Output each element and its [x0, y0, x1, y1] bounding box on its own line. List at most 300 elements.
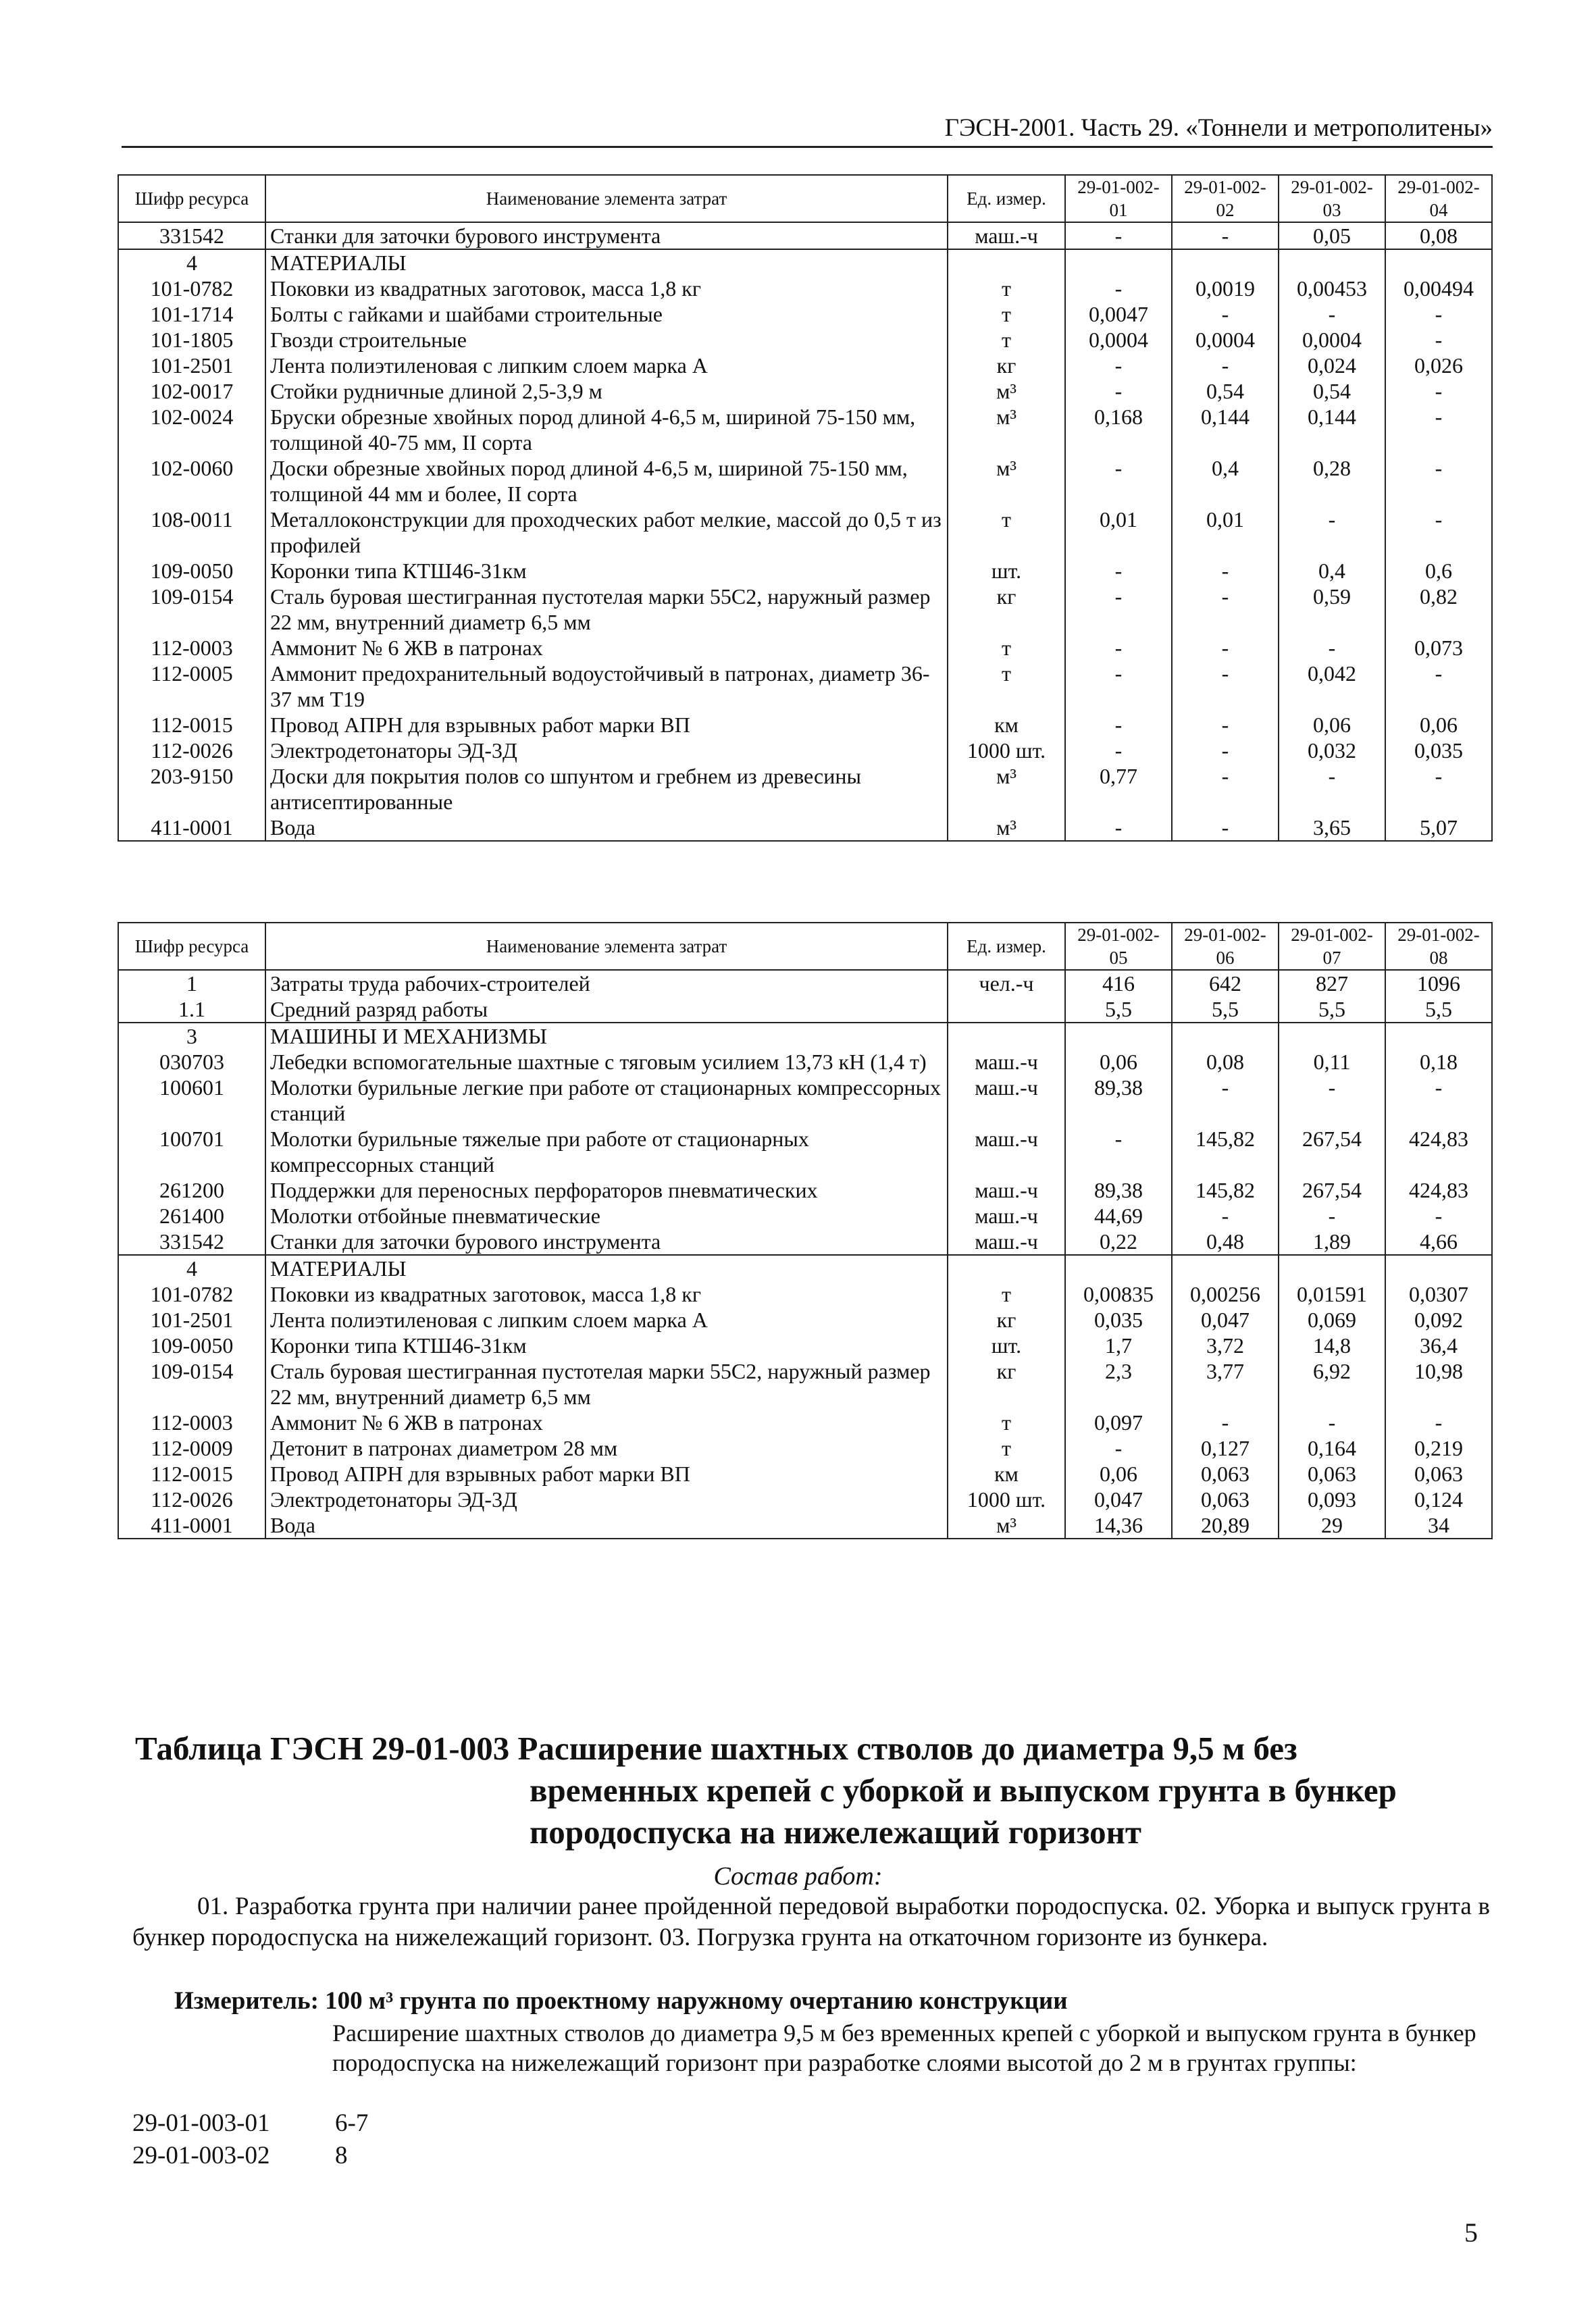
unit: шт.	[948, 558, 1065, 584]
unit: маш.-ч	[948, 1049, 1065, 1075]
resource-name: Молотки отбойные пневматические	[265, 1203, 948, 1229]
unit: м³	[948, 815, 1065, 841]
norm-value: 5,5	[1279, 996, 1385, 1023]
norm-value: -	[1065, 222, 1172, 249]
norm-value: 0,59	[1279, 584, 1385, 635]
table-row	[118, 1512, 1492, 1539]
unit: кг	[948, 1307, 1065, 1333]
norm-value: -	[1279, 1203, 1385, 1229]
table-row	[118, 327, 1492, 353]
norm-value: -	[1279, 507, 1385, 558]
norm-value	[1065, 1255, 1172, 1281]
norm-value: 0,127	[1172, 1435, 1279, 1461]
column-header: 29-01-002-08	[1385, 923, 1492, 970]
norm-value: -	[1385, 507, 1492, 558]
norm-value: 0,168	[1065, 404, 1172, 455]
norm-value: 89,38	[1065, 1075, 1172, 1126]
resource-code: 4	[118, 249, 265, 276]
resource-name: Вода	[265, 815, 948, 841]
table-row	[118, 1461, 1492, 1487]
table-row	[118, 507, 1492, 558]
resource-name: Поковки из квадратных заготовок, масса 1,8 кг	[265, 1281, 948, 1307]
norm-value: 0,0004	[1279, 327, 1385, 353]
table-row	[118, 1229, 1492, 1255]
norm-value: 0,6	[1385, 558, 1492, 584]
table-row	[118, 455, 1492, 507]
resource-name: Бруски обрезные хвойных пород длиной 4-6,5 м, шириной 75-150 мм, толщиной 40-75 мм, II сорта	[265, 404, 948, 455]
resource-name: Металлоконструкции для проходческих работ мелкие, массой до 0,5 т из профилей	[265, 507, 948, 558]
norm-value: 0,047	[1172, 1307, 1279, 1333]
norm-value: 0,0004	[1065, 327, 1172, 353]
norm-value: 0,00256	[1172, 1281, 1279, 1307]
norm-value: 34	[1385, 1512, 1492, 1539]
unit: т	[948, 661, 1065, 712]
norm-value: 14,8	[1279, 1333, 1385, 1358]
resource-code: 109-0050	[118, 1333, 265, 1358]
resource-code: 331542	[118, 1229, 265, 1255]
column-header: 29-01-002-04	[1385, 175, 1492, 222]
table-row	[118, 1333, 1492, 1358]
norm-value: 0,01	[1172, 507, 1279, 558]
norm-value: 424,83	[1385, 1177, 1492, 1203]
unit: м³	[948, 455, 1065, 507]
resource-name: Электродетонаторы ЭД-3Д	[265, 738, 948, 763]
resource-name: Поддержки для переносных перфораторов пневматических	[265, 1177, 948, 1203]
resource-code: 101-0782	[118, 1281, 265, 1307]
norm-value: -	[1065, 661, 1172, 712]
norm-value: -	[1172, 1075, 1279, 1126]
norm-value: 267,54	[1279, 1126, 1385, 1177]
norm-value: 0,05	[1279, 222, 1385, 249]
norm-value: 0,22	[1065, 1229, 1172, 1255]
table-row	[118, 970, 1492, 996]
norm-value: -	[1385, 378, 1492, 404]
resource-code: 101-1805	[118, 327, 265, 353]
resource-name: Аммонит предохранительный водоустойчивый в патронах, диаметр 36-37 мм Т19	[265, 661, 948, 712]
table-row	[118, 1281, 1492, 1307]
norm-value	[1385, 1023, 1492, 1049]
resource-code: 112-0015	[118, 712, 265, 738]
unit: т	[948, 276, 1065, 301]
resource-code: 101-1714	[118, 301, 265, 327]
norm-value: 0,026	[1385, 353, 1492, 378]
resource-code: 030703	[118, 1049, 265, 1075]
norm-group: 6-7	[335, 2109, 369, 2137]
unit: т	[948, 1281, 1065, 1307]
table-row	[118, 1177, 1492, 1203]
norm-value: 416	[1065, 970, 1172, 996]
unit: чел.-ч	[948, 970, 1065, 996]
norm-value: -	[1065, 276, 1172, 301]
unit: маш.-ч	[948, 1075, 1065, 1126]
norm-value: -	[1172, 738, 1279, 763]
resource-code: 203-9150	[118, 763, 265, 815]
resource-code: 101-0782	[118, 276, 265, 301]
norm-value: -	[1065, 353, 1172, 378]
unit: кг	[948, 353, 1065, 378]
norm-code: 29-01-003-02	[132, 2142, 270, 2169]
column-header: Шифр ресурса	[118, 175, 265, 222]
resource-name: Станки для заточки бурового инструмента	[265, 222, 948, 249]
table-row	[118, 1255, 1492, 1281]
column-header: 29-01-002-07	[1279, 923, 1385, 970]
page-number: 5	[1464, 2217, 1478, 2248]
unit: м³	[948, 378, 1065, 404]
norm-value: -	[1172, 635, 1279, 661]
norm-value: 0,073	[1385, 635, 1492, 661]
norm-value: -	[1065, 1435, 1172, 1461]
norm-value: 6,92	[1279, 1358, 1385, 1410]
resource-code: 411-0001	[118, 815, 265, 841]
section-title-line-1: Таблица ГЭСН 29-01-003 Расширение шахтных стволов до диаметра 9,5 м без	[135, 1730, 1297, 1767]
resource-code: 112-0015	[118, 1461, 265, 1487]
column-header: Ед. измер.	[948, 175, 1065, 222]
resource-code: 100601	[118, 1075, 265, 1126]
table-row	[118, 249, 1492, 276]
norm-item	[132, 2107, 368, 2140]
norm-value: -	[1172, 815, 1279, 841]
column-header: 29-01-002-01	[1065, 175, 1172, 222]
norm-items	[132, 2107, 368, 2172]
norm-value: -	[1172, 353, 1279, 378]
norm-value: 0,11	[1279, 1049, 1385, 1075]
norm-value: 0,82	[1385, 584, 1492, 635]
table-row	[118, 815, 1492, 841]
norm-value: -	[1172, 1203, 1279, 1229]
norm-value: 0,144	[1172, 404, 1279, 455]
table-row	[118, 635, 1492, 661]
norm-value: 3,72	[1172, 1333, 1279, 1358]
unit: маш.-ч	[948, 1126, 1065, 1177]
unit: км	[948, 1461, 1065, 1487]
norm-value: 0,063	[1385, 1461, 1492, 1487]
norm-value: -	[1065, 584, 1172, 635]
norm-value: 4,66	[1385, 1229, 1492, 1255]
norm-value: -	[1065, 635, 1172, 661]
column-header: 29-01-002-03	[1279, 175, 1385, 222]
resource-name: Детонит в патронах диаметром 28 мм	[265, 1435, 948, 1461]
norm-value	[1279, 1255, 1385, 1281]
norm-value: 0,0047	[1065, 301, 1172, 327]
norm-value: -	[1065, 1126, 1172, 1177]
norm-value: -	[1172, 584, 1279, 635]
table-row	[118, 996, 1492, 1023]
norm-value: 0,124	[1385, 1487, 1492, 1512]
norm-code: 29-01-003-01	[132, 2109, 270, 2137]
norm-value: -	[1172, 661, 1279, 712]
norm-value: 44,69	[1065, 1203, 1172, 1229]
table-row	[118, 712, 1492, 738]
resource-name: МАТЕРИАЛЫ	[265, 1255, 948, 1281]
resource-code: 112-0003	[118, 1410, 265, 1435]
resource-name: Молотки бурильные тяжелые при работе от стационарных компрессорных станций	[265, 1126, 948, 1177]
resource-table-2	[118, 922, 1493, 1539]
unit: м³	[948, 1512, 1065, 1539]
norm-value: 0,00494	[1385, 276, 1492, 301]
resource-name: Сталь буровая шестигранная пустотелая марки 55С2, наружный размер 22 мм, внутренний диаметр 6,5 мм	[265, 1358, 948, 1410]
norm-value: -	[1172, 558, 1279, 584]
norm-value: -	[1172, 222, 1279, 249]
resource-name: Доски для покрытия полов со шпунтом и гребнем из древесины антисептированные	[265, 763, 948, 815]
resource-code: 261200	[118, 1177, 265, 1203]
norm-value: -	[1065, 815, 1172, 841]
resource-code: 100701	[118, 1126, 265, 1177]
norm-value: 145,82	[1172, 1177, 1279, 1203]
works-heading: Состав работ:	[713, 1862, 883, 1891]
norm-value: 2,3	[1065, 1358, 1172, 1410]
resource-code: 102-0060	[118, 455, 265, 507]
table-row	[118, 1410, 1492, 1435]
norm-value: 3,77	[1172, 1358, 1279, 1410]
norm-value: 0,28	[1279, 455, 1385, 507]
measure-unit: Измеритель: 100 м³ грунта по проектному наружному очертанию конструкции	[174, 1987, 1068, 2015]
table-header-row	[118, 175, 1492, 222]
table-row	[118, 222, 1492, 249]
norm-description: Расширение шахтных стволов до диаметра 9,5 м без временных крепей с уборкой и выпуском грунта в бункер породоспуска на нижележащий горизонт при разработке слоями высотой до 2 м в грунтах группы:	[332, 2020, 1476, 2076]
norm-value: 0,219	[1385, 1435, 1492, 1461]
resource-name: Доски обрезные хвойных пород длиной 4-6,5 м, шириной 75-150 мм, толщиной 44 мм и более, II сорта	[265, 455, 948, 507]
unit: т	[948, 1435, 1065, 1461]
table-row	[118, 1126, 1492, 1177]
norm-value: 0,032	[1279, 738, 1385, 763]
norm-value: 0,01591	[1279, 1281, 1385, 1307]
norm-value: -	[1279, 1410, 1385, 1435]
resource-name: Сталь буровая шестигранная пустотелая марки 55С2, наружный размер 22 мм, внутренний диаметр 6,5 мм	[265, 584, 948, 635]
unit: т	[948, 301, 1065, 327]
resource-code: 112-0005	[118, 661, 265, 712]
resource-code: 109-0154	[118, 1358, 265, 1410]
column-header: 29-01-002-02	[1172, 175, 1279, 222]
norm-value: 36,4	[1385, 1333, 1492, 1358]
resource-code: 1.1	[118, 996, 265, 1023]
resource-code: 261400	[118, 1203, 265, 1229]
norm-value: 0,06	[1279, 712, 1385, 738]
resource-name: Аммонит № 6 ЖВ в патронах	[265, 1410, 948, 1435]
unit: шт.	[948, 1333, 1065, 1358]
resource-name: Стойки рудничные длиной 2,5-3,9 м	[265, 378, 948, 404]
column-header: Наименование элемента затрат	[265, 923, 948, 970]
resource-name: Станки для заточки бурового инструмента	[265, 1229, 948, 1255]
section-title-line-3: породоспуска на нижележащий горизонт	[530, 1814, 1141, 1851]
norm-value: -	[1065, 712, 1172, 738]
norm-value	[1172, 1255, 1279, 1281]
norm-value: 424,83	[1385, 1126, 1492, 1177]
norm-value: 0,4	[1172, 455, 1279, 507]
unit: маш.-ч	[948, 1203, 1065, 1229]
norm-value: 0,063	[1172, 1487, 1279, 1512]
norm-value: -	[1172, 763, 1279, 815]
norm-value: 89,38	[1065, 1177, 1172, 1203]
table-row	[118, 404, 1492, 455]
unit: кг	[948, 1358, 1065, 1410]
table-row	[118, 1049, 1492, 1075]
norm-value: 145,82	[1172, 1126, 1279, 1177]
norm-value: 0,0019	[1172, 276, 1279, 301]
norm-value: 0,035	[1065, 1307, 1172, 1333]
table-row	[118, 1203, 1492, 1229]
unit: т	[948, 507, 1065, 558]
norm-value: 5,5	[1172, 996, 1279, 1023]
resource-name: МАТЕРИАЛЫ	[265, 249, 948, 276]
norm-value: -	[1385, 1410, 1492, 1435]
resource-name: Молотки бурильные легкие при работе от стационарных компрессорных станций	[265, 1075, 948, 1126]
resource-name: Аммонит № 6 ЖВ в патронах	[265, 635, 948, 661]
norm-value: -	[1385, 661, 1492, 712]
norm-value: 10,98	[1385, 1358, 1492, 1410]
column-header: Наименование элемента затрат	[265, 175, 948, 222]
norm-value: -	[1172, 1410, 1279, 1435]
norm-value: 0,18	[1385, 1049, 1492, 1075]
resource-name: Лента полиэтиленовая с липким слоем марка А	[265, 1307, 948, 1333]
norm-value	[1385, 1255, 1492, 1281]
unit: 1000 шт.	[948, 738, 1065, 763]
resource-name: Коронки типа КТШ46-31км	[265, 558, 948, 584]
table-row	[118, 1023, 1492, 1049]
resource-name: Гвозди строительные	[265, 327, 948, 353]
resource-name: Поковки из квадратных заготовок, масса 1,8 кг	[265, 276, 948, 301]
resource-code: 108-0011	[118, 507, 265, 558]
table-row	[118, 558, 1492, 584]
table-row	[118, 1075, 1492, 1126]
table-row	[118, 276, 1492, 301]
norm-value: 0,164	[1279, 1435, 1385, 1461]
unit	[948, 1255, 1065, 1281]
norm-value: 1,7	[1065, 1333, 1172, 1358]
norm-value: -	[1385, 301, 1492, 327]
resource-table-1	[118, 174, 1493, 842]
resource-name: Лента полиэтиленовая с липким слоем марка А	[265, 353, 948, 378]
unit: маш.-ч	[948, 222, 1065, 249]
resource-name: Болты с гайками и шайбами строительные	[265, 301, 948, 327]
norm-value: 642	[1172, 970, 1279, 996]
norm-value	[1065, 1023, 1172, 1049]
norm-value: -	[1065, 378, 1172, 404]
unit	[948, 249, 1065, 276]
resource-name: Электродетонаторы ЭД-3Д	[265, 1487, 948, 1512]
resource-name: Коронки типа КТШ46-31км	[265, 1333, 948, 1358]
norm-value: 0,0307	[1385, 1281, 1492, 1307]
resource-code: 112-0003	[118, 635, 265, 661]
resource-code: 109-0154	[118, 584, 265, 635]
norm-value: -	[1065, 558, 1172, 584]
column-header: Шифр ресурса	[118, 923, 265, 970]
norm-value: -	[1385, 1203, 1492, 1229]
norm-value	[1279, 1023, 1385, 1049]
resource-code: 1	[118, 970, 265, 996]
norm-value	[1385, 249, 1492, 276]
resource-name: МАШИНЫ И МЕХАНИЗМЫ	[265, 1023, 948, 1049]
norm-value	[1172, 1023, 1279, 1049]
unit	[948, 1023, 1065, 1049]
unit: т	[948, 1410, 1065, 1435]
norm-value: 5,5	[1065, 996, 1172, 1023]
norm-value: 3,65	[1279, 815, 1385, 841]
norm-value: 0,77	[1065, 763, 1172, 815]
norm-value: 0,063	[1279, 1461, 1385, 1487]
norm-value	[1172, 249, 1279, 276]
norm-value	[1279, 249, 1385, 276]
norm-value: 0,06	[1065, 1461, 1172, 1487]
norm-value: 267,54	[1279, 1177, 1385, 1203]
norm-value: 0,54	[1172, 378, 1279, 404]
table-row	[118, 1435, 1492, 1461]
resource-code: 331542	[118, 222, 265, 249]
norm-value: -	[1385, 327, 1492, 353]
resource-name: Лебедки вспомогательные шахтные с тяговым усилием 13,73 кН (1,4 т)	[265, 1049, 948, 1075]
section-title-line-2: временных крепей с уборкой и выпуском грунта в бункер	[530, 1772, 1397, 1809]
table-row	[118, 378, 1492, 404]
norm-value: -	[1279, 635, 1385, 661]
norm-value: -	[1279, 763, 1385, 815]
running-title: ГЭСН-2001. Часть 29. «Тоннели и метрополитены»	[944, 114, 1493, 142]
norm-value: 0,063	[1172, 1461, 1279, 1487]
norm-value: 0,042	[1279, 661, 1385, 712]
column-header: Ед. измер.	[948, 923, 1065, 970]
norm-value: -	[1385, 404, 1492, 455]
resource-code: 112-0026	[118, 738, 265, 763]
unit: т	[948, 635, 1065, 661]
unit	[948, 996, 1065, 1023]
norm-value: 0,0004	[1172, 327, 1279, 353]
unit: кг	[948, 584, 1065, 635]
resource-name: Средний разряд работы	[265, 996, 948, 1023]
norm-value: 5,07	[1385, 815, 1492, 841]
norm-value: 0,00453	[1279, 276, 1385, 301]
norm-value: 0,092	[1385, 1307, 1492, 1333]
norm-value: 20,89	[1172, 1512, 1279, 1539]
norm-value: -	[1065, 455, 1172, 507]
norm-value: -	[1385, 763, 1492, 815]
norm-value: 0,08	[1385, 222, 1492, 249]
norm-value: 0,00835	[1065, 1281, 1172, 1307]
norm-value: 29	[1279, 1512, 1385, 1539]
norm-value: 0,01	[1065, 507, 1172, 558]
unit: м³	[948, 763, 1065, 815]
works-text: 01. Разработка грунта при наличии ранее пройденной передовой выработки породоспуска. 02. Уборка и выпуск грунта в бункер породоспуска на нижележащий горизонт. 03. Погрузка грунта на откаточном горизонте из бункера.	[132, 1893, 1490, 1951]
resource-code: 101-2501	[118, 1307, 265, 1333]
norm-value: 0,06	[1385, 712, 1492, 738]
unit: 1000 шт.	[948, 1487, 1065, 1512]
resource-code: 102-0017	[118, 378, 265, 404]
norm-value: 14,36	[1065, 1512, 1172, 1539]
norm-value: 0,035	[1385, 738, 1492, 763]
norm-value: 5,5	[1385, 996, 1492, 1023]
norm-value: -	[1279, 301, 1385, 327]
unit: км	[948, 712, 1065, 738]
norm-item	[132, 2140, 368, 2172]
column-header: 29-01-002-06	[1172, 923, 1279, 970]
norm-value: 0,4	[1279, 558, 1385, 584]
norm-value	[1065, 249, 1172, 276]
unit: т	[948, 327, 1065, 353]
unit: маш.-ч	[948, 1177, 1065, 1203]
norm-value: 0,093	[1279, 1487, 1385, 1512]
table-row	[118, 738, 1492, 763]
norm-value: 0,54	[1279, 378, 1385, 404]
norm-value: 0,48	[1172, 1229, 1279, 1255]
resource-code: 4	[118, 1255, 265, 1281]
norm-value: -	[1065, 738, 1172, 763]
table-row	[118, 763, 1492, 815]
table-header-row	[118, 923, 1492, 970]
norm-value: 0,069	[1279, 1307, 1385, 1333]
table-row	[118, 301, 1492, 327]
resource-name: Провод АПРН для взрывных работ марки ВП	[265, 712, 948, 738]
section-title	[135, 1728, 1432, 1853]
table-row	[118, 353, 1492, 378]
norm-value: 0,097	[1065, 1410, 1172, 1435]
column-header: 29-01-002-05	[1065, 923, 1172, 970]
